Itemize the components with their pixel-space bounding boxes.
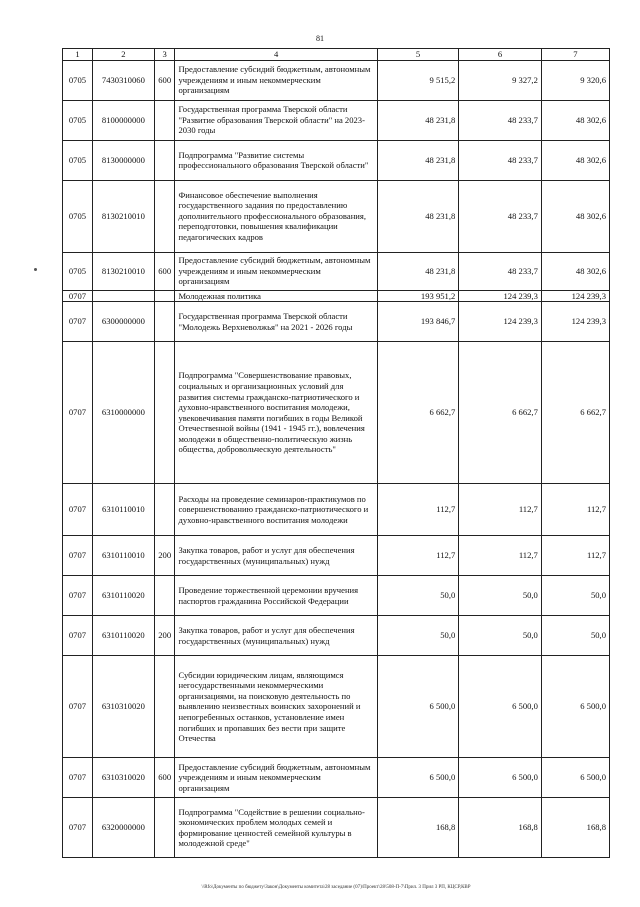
- table-row: [63, 302, 610, 342]
- cell-value-col6: 50,0: [459, 616, 542, 656]
- cell-target-code: 6310310020: [92, 758, 154, 798]
- header-col-1: 1: [63, 49, 93, 61]
- cell-value-col5: 193 846,7: [377, 302, 459, 342]
- cell-value-col6: 6 662,7: [459, 342, 542, 484]
- table-row: [63, 616, 610, 656]
- document-footer-path: \\Rfo\Документы по бюджету\Закон\Документы комитета\28 заседание (07)\Проект\28\508-П-7\Прил. 3 Прил 3 РП, КЦСР,КВР: [201, 885, 471, 890]
- cell-value-col5: 168,8: [377, 798, 459, 858]
- cell-value-col7: 48 302,6: [541, 100, 609, 140]
- header-col-7: 7: [541, 49, 609, 61]
- cell-expense-type: [154, 100, 175, 140]
- cell-section-code: 0707: [63, 536, 93, 576]
- cell-target-code: 8130000000: [92, 140, 154, 180]
- cell-value-col5: 193 951,2: [377, 290, 459, 302]
- cell-section-code: 0707: [63, 798, 93, 858]
- budget-table-body: [63, 49, 610, 858]
- cell-value-col6: 168,8: [459, 798, 542, 858]
- cell-value-col7: 48 302,6: [541, 252, 609, 290]
- cell-value-col7: 168,8: [541, 798, 609, 858]
- cell-section-code: 0705: [63, 100, 93, 140]
- header-col-5: 5: [377, 49, 459, 61]
- cell-target-code: 6310000000: [92, 342, 154, 484]
- cell-value-col6: 9 327,2: [459, 60, 542, 100]
- cell-section-code: 0705: [63, 180, 93, 252]
- cell-section-code: 0705: [63, 252, 93, 290]
- table-row: [63, 100, 610, 140]
- cell-value-col6: 112,7: [459, 536, 542, 576]
- cell-section-code: 0707: [63, 758, 93, 798]
- cell-description: Подпрограмма "Совершенствование правовых, социальных и организационных условий для развития системы гражданско-патриотического и духовно-нравственного воспитания молодежи, увековечивания памяти погибших в годы Великой Отечественной войны (1941 - 1945 гг.), вовлечения молодежи в общественно-политическую жизнь общества, добровольческую деятельность": [175, 342, 377, 484]
- cell-value-col7: 6 662,7: [541, 342, 609, 484]
- cell-section-code: 0707: [63, 342, 93, 484]
- cell-target-code: 7430310060: [92, 60, 154, 100]
- cell-target-code: 8130210010: [92, 180, 154, 252]
- table-row: [63, 342, 610, 484]
- cell-value-col6: 50,0: [459, 576, 542, 616]
- cell-description: Проведение торжественной церемонии вручения паспортов гражданина Российской Федерации: [175, 576, 377, 616]
- cell-value-col6: 48 233,7: [459, 252, 542, 290]
- cell-expense-type: [154, 302, 175, 342]
- cell-expense-type: [154, 180, 175, 252]
- budget-table: [62, 48, 610, 858]
- cell-value-col5: 9 515,2: [377, 60, 459, 100]
- cell-value-col7: 124 239,3: [541, 302, 609, 342]
- cell-value-col7: 6 500,0: [541, 656, 609, 758]
- cell-section-code: 0705: [63, 60, 93, 100]
- margin-mark: [34, 268, 37, 271]
- cell-target-code: 6310110010: [92, 484, 154, 536]
- cell-description: Государственная программа Тверской области "Молодежь Верхневолжья" на 2021 - 2026 годы: [175, 302, 377, 342]
- cell-description: Молодежная политика: [175, 290, 377, 302]
- cell-description: Закупка товаров, работ и услуг для обеспечения государственных (муниципальных) нужд: [175, 616, 377, 656]
- cell-expense-type: [154, 798, 175, 858]
- cell-expense-type: [154, 484, 175, 536]
- table-row: [63, 180, 610, 252]
- cell-value-col7: 112,7: [541, 536, 609, 576]
- cell-value-col6: 124 239,3: [459, 290, 542, 302]
- cell-expense-type: 600: [154, 60, 175, 100]
- cell-value-col5: 48 231,8: [377, 140, 459, 180]
- cell-expense-type: [154, 342, 175, 484]
- cell-description: Предоставление субсидий бюджетным, автономным учреждениям и иным некоммерческим организациям: [175, 60, 377, 100]
- cell-section-code: 0707: [63, 290, 93, 302]
- cell-value-col5: 6 662,7: [377, 342, 459, 484]
- cell-description: Подпрограмма "Развитие системы профессионального образования Тверской области": [175, 140, 377, 180]
- table-row: [63, 758, 610, 798]
- table-row: [63, 798, 610, 858]
- cell-value-col5: 112,7: [377, 536, 459, 576]
- cell-target-code: 6310310020: [92, 656, 154, 758]
- table-row: [63, 60, 610, 100]
- cell-value-col7: 50,0: [541, 616, 609, 656]
- cell-value-col7: 50,0: [541, 576, 609, 616]
- cell-target-code: 6310110020: [92, 616, 154, 656]
- cell-value-col6: 112,7: [459, 484, 542, 536]
- cell-description: Предоставление субсидий бюджетным, автономным учреждениям и иным некоммерческим организациям: [175, 758, 377, 798]
- cell-value-col6: 48 233,7: [459, 180, 542, 252]
- cell-expense-type: [154, 656, 175, 758]
- cell-value-col5: 112,7: [377, 484, 459, 536]
- table-row: [63, 536, 610, 576]
- cell-value-col7: 112,7: [541, 484, 609, 536]
- cell-value-col5: 48 231,8: [377, 100, 459, 140]
- cell-description: Предоставление субсидий бюджетным, автономным учреждениям и иным некоммерческим организациям: [175, 252, 377, 290]
- cell-target-code: 6320000000: [92, 798, 154, 858]
- cell-value-col7: 48 302,6: [541, 140, 609, 180]
- cell-target-code: 8130210010: [92, 252, 154, 290]
- cell-target-code: 8100000000: [92, 100, 154, 140]
- cell-value-col7: 9 320,6: [541, 60, 609, 100]
- cell-description: Субсидии юридическим лицам, являющимся негосударственными некоммерческими организациями, на поисковую деятельность по выявлению неизвестных воинских захоронений и непогребенных останков, установление имен погибших и пропавших без вести при защите Отечества: [175, 656, 377, 758]
- cell-value-col5: 50,0: [377, 576, 459, 616]
- cell-target-code: [92, 290, 154, 302]
- cell-section-code: 0705: [63, 140, 93, 180]
- cell-target-code: 6310110010: [92, 536, 154, 576]
- table-row: [63, 576, 610, 616]
- cell-value-col5: 48 231,8: [377, 180, 459, 252]
- header-col-6: 6: [459, 49, 542, 61]
- cell-expense-type: 200: [154, 536, 175, 576]
- cell-value-col5: 48 231,8: [377, 252, 459, 290]
- cell-expense-type: 600: [154, 252, 175, 290]
- table-row: [63, 252, 610, 290]
- page-number: 81: [316, 34, 324, 43]
- cell-description: Подпрограмма "Содействие в решении социально-экономических проблем молодых семей и формирование ценностей семейной культуры в молодежной среде": [175, 798, 377, 858]
- cell-description: Закупка товаров, работ и услуг для обеспечения государственных (муниципальных) нужд: [175, 536, 377, 576]
- cell-description: Финансовое обеспечение выполнения государственного задания по предоставлению дополнительного профессионального образования, переподготовки, повышения квалификации педагогических кадров: [175, 180, 377, 252]
- table-row: [63, 140, 610, 180]
- table-row: [63, 290, 610, 302]
- cell-value-col7: 6 500,0: [541, 758, 609, 798]
- table-row: [63, 656, 610, 758]
- cell-expense-type: [154, 576, 175, 616]
- cell-section-code: 0707: [63, 484, 93, 536]
- cell-value-col7: 124 239,3: [541, 290, 609, 302]
- header-col-4: 4: [175, 49, 377, 61]
- cell-value-col5: 6 500,0: [377, 656, 459, 758]
- cell-value-col7: 48 302,6: [541, 180, 609, 252]
- cell-expense-type: 600: [154, 758, 175, 798]
- cell-value-col6: 124 239,3: [459, 302, 542, 342]
- header-col-2: 2: [92, 49, 154, 61]
- cell-value-col6: 6 500,0: [459, 656, 542, 758]
- cell-section-code: 0707: [63, 616, 93, 656]
- cell-description: Государственная программа Тверской области "Развитие образования Тверской области" на 2023-2030 годы: [175, 100, 377, 140]
- cell-section-code: 0707: [63, 302, 93, 342]
- cell-value-col6: 48 233,7: [459, 140, 542, 180]
- cell-section-code: 0707: [63, 576, 93, 616]
- cell-description: Расходы на проведение семинаров-практикумов по совершенствованию гражданско-патриотического и духовно-нравственного воспитания молодежи: [175, 484, 377, 536]
- cell-target-code: 6310110020: [92, 576, 154, 616]
- cell-expense-type: 200: [154, 616, 175, 656]
- table-header-row: [63, 49, 610, 61]
- cell-expense-type: [154, 290, 175, 302]
- cell-value-col6: 6 500,0: [459, 758, 542, 798]
- header-col-3: 3: [154, 49, 175, 61]
- cell-target-code: 6300000000: [92, 302, 154, 342]
- cell-value-col6: 48 233,7: [459, 100, 542, 140]
- cell-section-code: 0707: [63, 656, 93, 758]
- cell-value-col5: 50,0: [377, 616, 459, 656]
- cell-value-col5: 6 500,0: [377, 758, 459, 798]
- table-row: [63, 484, 610, 536]
- cell-expense-type: [154, 140, 175, 180]
